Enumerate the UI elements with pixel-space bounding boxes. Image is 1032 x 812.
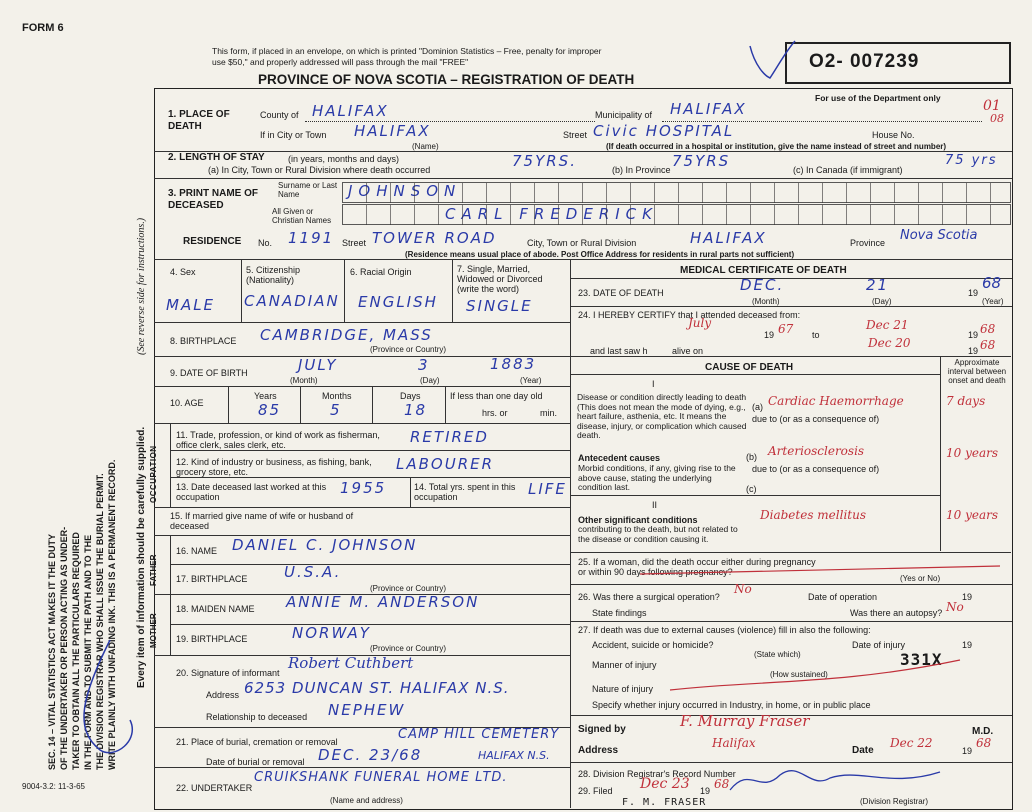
cause-c-marker: (c) bbox=[746, 484, 757, 494]
filed-year-prefix: 19 bbox=[700, 786, 711, 796]
length-stay-label: 2. LENGTH OF STAY bbox=[168, 152, 265, 163]
dept-code: 01 bbox=[983, 98, 1001, 114]
marital-status-value: SINGLE bbox=[466, 297, 533, 315]
dob-day-value: 3 bbox=[418, 356, 430, 374]
city-town-label: If in City or Town bbox=[260, 130, 327, 140]
last-saw-value: Dec 20 bbox=[868, 336, 911, 350]
q25-strike bbox=[640, 560, 1010, 582]
father-name-value: DANIEL C. JOHNSON bbox=[232, 536, 418, 554]
informant-signature: Robert Cuthbert bbox=[288, 654, 414, 672]
residence-label: RESIDENCE bbox=[183, 236, 242, 247]
total-years-value: LIFE bbox=[528, 480, 567, 498]
county-label: County of bbox=[260, 110, 299, 120]
attended-from-year-prefix: 19 bbox=[764, 330, 775, 340]
relationship-value: NEPHEW bbox=[328, 701, 406, 719]
city-value: HALIFAX bbox=[354, 122, 431, 140]
filed-year-value: 68 bbox=[714, 777, 730, 791]
street-value: Civic HOSPITAL bbox=[593, 122, 735, 140]
age-months-value: 5 bbox=[330, 401, 342, 419]
physician-signature: F. Murray Fraser bbox=[680, 712, 810, 730]
house-no-label: House No. bbox=[872, 130, 915, 140]
filed-date-value: Dec 23 bbox=[640, 776, 690, 792]
side-note-2: (See reverse side for instructions.) bbox=[136, 217, 147, 355]
q27-strike bbox=[640, 640, 973, 720]
print-name-label: 3. PRINT NAME OF DECEASED bbox=[168, 188, 259, 211]
other-condition-value: Diabetes mellitus bbox=[760, 508, 866, 522]
county-value: HALIFAX bbox=[312, 102, 389, 120]
other-condition-interval: 10 years bbox=[946, 508, 999, 522]
father-birthplace-value: U.S.A. bbox=[284, 563, 342, 581]
side-instructions: SEC. 14 – VITAL STATISTICS ACT MAKES IT THE DUTY OF THE UNDERTAKER OR PERSON ACTING AS UNDER- TAKER TO OBTAIN ALL THE PARTICULARS REQUIRED IN THE FORM AND TO SUBMIT THE PATH AND TO THE THE DIVISION REGISTRAR WHO SHALL ISSUE THE BURIAL PERMIT. WRITE PLAINLY WITH UNFADING INK. THIS IS A PERMANENT RECORD. bbox=[47, 459, 117, 770]
dept-use-label: For use of the Department only bbox=[815, 93, 941, 103]
place-of-death-label: 1. PLACE OF DEATH bbox=[168, 109, 230, 132]
birthplace-value: CAMBRIDGE, MASS bbox=[260, 326, 433, 344]
stay-canada-value: 75 yrs bbox=[945, 153, 998, 168]
informant-address-value: 6253 DUNCAN ST. HALIFAX N.S. bbox=[244, 679, 510, 697]
side-note: Every item of information should be carefully supplied. bbox=[136, 426, 147, 688]
form-title: PROVINCE OF NOVA SCOTIA – REGISTRATION OF DEATH bbox=[258, 72, 635, 87]
street-label: Street bbox=[563, 130, 588, 140]
name-grid bbox=[342, 182, 1012, 228]
attended-to-year: 68 bbox=[980, 322, 996, 336]
stay-city-value: 75YRS. bbox=[512, 152, 577, 170]
physician-year-value: 68 bbox=[976, 736, 992, 750]
physician-date-value: Dec 22 bbox=[890, 736, 933, 750]
trade-value: RETIRED bbox=[410, 428, 489, 446]
mailing-notice-1: This form, if placed in an envelope, on which is printed "Dominion Statistics – Free, penalty for improper bbox=[212, 46, 602, 56]
physician-address-value: Halifax bbox=[712, 736, 756, 750]
death-month-value: DEC. bbox=[740, 276, 785, 294]
death-day-value: 21 bbox=[866, 276, 890, 294]
cause-b-marker: (b) bbox=[746, 452, 757, 462]
dept-code-2: 08 bbox=[990, 112, 1004, 125]
footer-code: 9004-3.2: 11-3-65 bbox=[22, 782, 86, 791]
last-saw-year: 68 bbox=[980, 338, 996, 352]
registrar-signature bbox=[720, 760, 950, 800]
racial-origin-value: ENGLISH bbox=[358, 293, 438, 311]
residence-street-value: TOWER ROAD bbox=[372, 229, 497, 247]
cause-a-value: Cardiac Haemorrhage bbox=[768, 394, 904, 408]
residence-number-value: 1191 bbox=[288, 229, 335, 247]
undertaker-value: CRUIKSHANK FUNERAL HOME LTD. bbox=[254, 770, 508, 785]
attended-from-value: July bbox=[688, 316, 712, 330]
cause-a-interval: 7 days bbox=[946, 394, 986, 408]
burial-date-value: DEC. 23/68 bbox=[318, 746, 423, 764]
municipality-value: HALIFAX bbox=[670, 100, 747, 118]
last-saw-year-prefix: 19 bbox=[968, 346, 979, 356]
mailing-notice-2: use $50," and properly addressed will pass through the mail "FREE" bbox=[212, 57, 469, 67]
dob-year-value: 1883 bbox=[490, 355, 537, 373]
surname-value: JOHNSON bbox=[348, 182, 462, 200]
registration-number-box bbox=[785, 42, 1011, 84]
industry-value: LABOURER bbox=[396, 455, 495, 473]
death-year-prefix: 19 bbox=[968, 288, 979, 298]
autopsy-value: No bbox=[946, 600, 964, 614]
form-label: FORM 6 bbox=[22, 22, 64, 34]
cause-a-marker: (a) bbox=[752, 402, 763, 412]
medical-certificate-title: MEDICAL CERTIFICATE OF DEATH bbox=[680, 265, 847, 276]
filed-name-stamp: F. M. FRASER bbox=[622, 797, 707, 808]
sex-value: MALE bbox=[166, 296, 216, 314]
stay-province-value: 75YRS bbox=[672, 152, 731, 170]
mother-birthplace-value: NORWAY bbox=[292, 624, 371, 642]
attended-to-value: Dec 21 bbox=[866, 318, 909, 332]
municipality-label: Municipality of bbox=[595, 110, 653, 120]
attended-to-year-prefix: 19 bbox=[968, 330, 979, 340]
dob-month-value: JULY bbox=[298, 356, 338, 374]
injury-year-prefix: 19 bbox=[962, 640, 973, 650]
given-names-value: CARL FREDERICK bbox=[445, 205, 658, 223]
death-year-value: 68 bbox=[982, 274, 1002, 292]
citizenship-value: CANADIAN bbox=[244, 292, 340, 310]
residence-province-value: Nova Scotia bbox=[900, 228, 978, 243]
surgery-value: No bbox=[734, 582, 752, 596]
operation-year-prefix: 19 bbox=[962, 592, 973, 602]
attended-from-year: 67 bbox=[778, 322, 794, 336]
age-days-value: 18 bbox=[404, 401, 428, 419]
cause-b-value: Arteriosclerosis bbox=[768, 444, 865, 458]
residence-city-value: HALIFAX bbox=[690, 229, 767, 247]
side-scribble bbox=[70, 630, 150, 770]
mother-maiden-name-value: ANNIE M. ANDERSON bbox=[286, 593, 480, 611]
registration-number: O2- 007239 bbox=[809, 51, 920, 72]
burial-city-value: HALIFAX N.S. bbox=[478, 749, 550, 762]
age-years-value: 85 bbox=[258, 401, 282, 419]
date-last-worked-value: 1955 bbox=[340, 479, 387, 497]
check-mark bbox=[740, 36, 800, 86]
cause-b-interval: 10 years bbox=[946, 446, 999, 460]
burial-place-value: CAMP HILL CEMETERY bbox=[398, 727, 560, 742]
registrar-code: 331X bbox=[900, 650, 943, 669]
occupation-side-label: OCCUPATION bbox=[149, 445, 158, 503]
physician-year-prefix: 19 bbox=[962, 746, 973, 756]
